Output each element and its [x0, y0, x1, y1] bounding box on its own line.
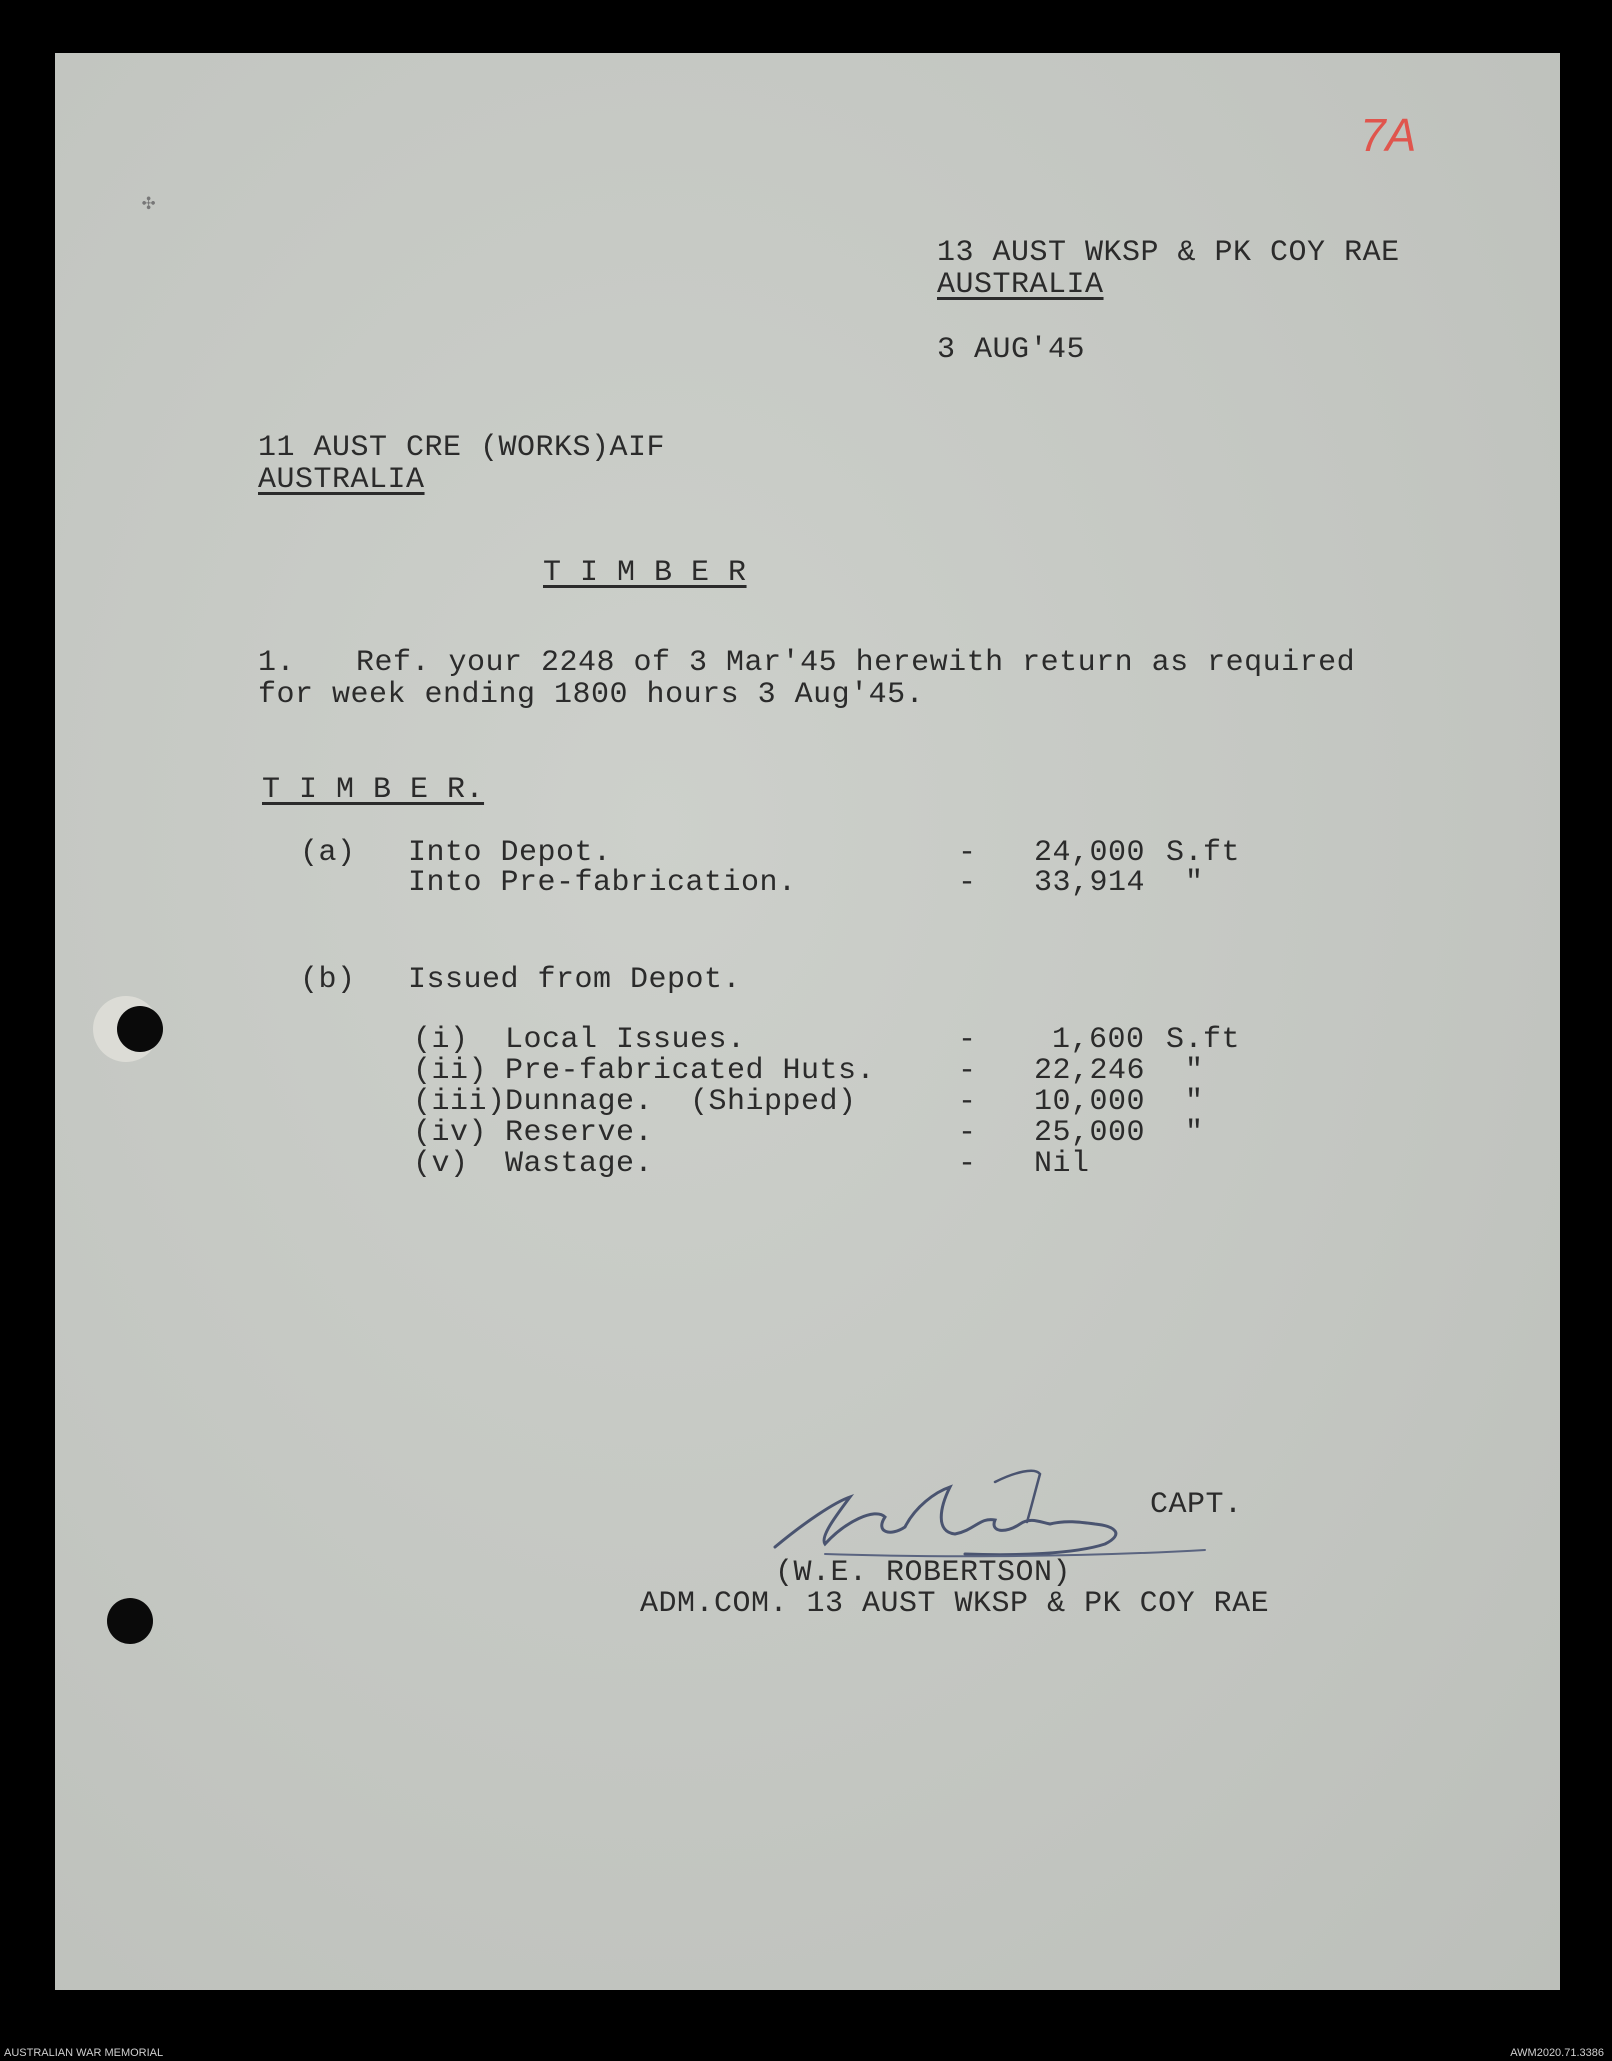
row-value: 25,000 [1034, 1116, 1146, 1150]
row-dash: - [958, 1054, 977, 1088]
row-dash: - [958, 866, 977, 900]
footer-right: AWM2020.71.3386 [1510, 2047, 1604, 2059]
row-unit: " [1185, 866, 1204, 900]
row-dash: - [958, 1023, 977, 1057]
recipient-unit: 11 AUST CRE (WORKS)AIF [258, 431, 666, 465]
row-unit: " [1185, 1054, 1204, 1088]
row-value: 10,000 [1034, 1085, 1146, 1119]
row-value: 1,600 [1052, 1023, 1145, 1057]
part-b-label: (b) [300, 963, 356, 997]
row-number: (iii) [413, 1085, 506, 1119]
row-unit: S.ft [1166, 836, 1241, 870]
row-item: Wastage. [505, 1147, 654, 1181]
row-number: (v) [413, 1147, 469, 1181]
row-number: (iv) [413, 1116, 488, 1150]
row-value: 24,000 [1034, 836, 1146, 870]
row-dash: - [958, 1085, 977, 1119]
paragraph-number: 1. [258, 646, 296, 680]
subject-heading: T I M B E R [543, 556, 747, 590]
row-value: 33,914 [1034, 866, 1146, 900]
row-dash: - [958, 1147, 977, 1181]
part-b-heading: Issued from Depot. [408, 963, 742, 997]
footer-left: AUSTRALIAN WAR MEMORIAL [4, 2047, 164, 2059]
document-date: 3 AUG'45 [937, 333, 1086, 367]
row-item: Local Issues. [505, 1023, 746, 1057]
punch-hole-top [117, 1006, 163, 1052]
row-unit: S.ft [1166, 1023, 1241, 1057]
row-item: Into Pre-fabrication. [408, 866, 797, 900]
section-title: T I M B E R. [262, 773, 485, 807]
row-number: (ii) [413, 1054, 488, 1088]
row-value: Nil [1034, 1147, 1090, 1181]
paragraph-line-1: Ref. your 2248 of 3 Mar'45 herewith return as required [356, 646, 1356, 680]
row-dash: - [958, 836, 977, 870]
sender-location: AUSTRALIA [937, 268, 1104, 302]
signatory-name: (W.E. ROBERTSON) [775, 1556, 1072, 1590]
signatory-title: ADM.COM. 13 AUST WKSP & PK COY RAE [640, 1587, 1270, 1621]
row-number: (i) [413, 1023, 469, 1057]
part-a-label: (a) [300, 836, 356, 870]
row-item: Pre-fabricated Huts. [505, 1054, 876, 1088]
paragraph-line-2: for week ending 1800 hours 3 Aug'45. [258, 678, 925, 712]
document-sheet [55, 53, 1560, 1990]
row-unit: " [1185, 1116, 1204, 1150]
row-dash: - [958, 1116, 977, 1150]
staple-mark: ✣ [142, 191, 156, 216]
row-item: Dunnage. (Shipped) [505, 1085, 857, 1119]
recipient-location: AUSTRALIA [258, 463, 425, 497]
punch-hole-bottom [107, 1598, 153, 1644]
row-item: Reserve. [505, 1116, 654, 1150]
row-unit: " [1185, 1085, 1204, 1119]
row-item: Into Depot. [408, 836, 612, 870]
row-value: 22,246 [1034, 1054, 1146, 1088]
page-number-mark: 7A [1360, 109, 1417, 161]
signatory-rank: CAPT. [1150, 1488, 1243, 1522]
sender-unit: 13 AUST WKSP & PK COY RAE [937, 236, 1400, 270]
